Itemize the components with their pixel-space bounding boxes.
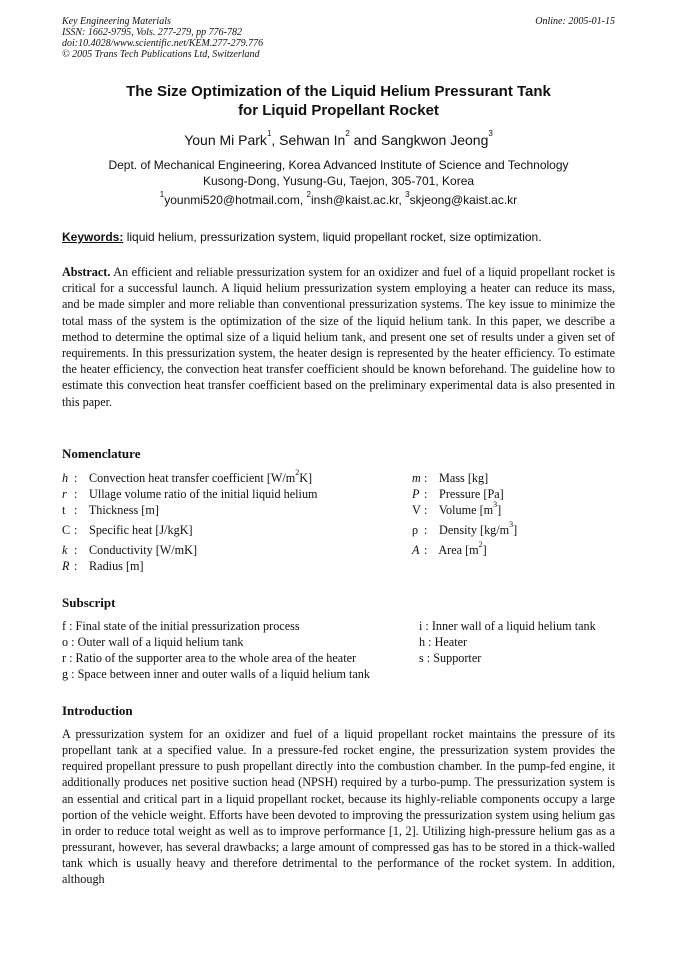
author-emails — [62, 192, 615, 208]
nomenclature-colon: : — [424, 543, 428, 557]
nomenclature-symbol: P — [412, 487, 420, 501]
nomenclature-description: Mass [kg] — [436, 471, 489, 485]
author-name: Sangkwon Jeong — [380, 132, 489, 148]
author-separator: , — [271, 132, 280, 148]
nomenclature-colon: : — [424, 503, 428, 517]
subscript-heading: Subscript — [62, 595, 116, 610]
unit-exponent: 3 — [509, 520, 514, 529]
nomenclature-row — [62, 502, 159, 518]
nomenclature-row — [412, 470, 488, 486]
email-address: skjeong@kaist.ac.kr — [409, 193, 518, 207]
introduction-text: A pressurization system for an oxidizer and fuel of a liquid propellant rocket maintains the pressure of its propellant tank at a specified value. In a pressure-fed rocket engine, the pressurization system provides the required propellant pressure to push propellant directly into the combustion chamber. In the pump-fed engine, it additionally produces net positive suction head (NPSH) required by a turbo-pump. The pressurization system is an essential and critical part in a liquid propellant rocket, because its highly-reliable components occupy a large portion of the vehicle weight. Efforts have been devoted to improving the pressurization system using helium gas in order to reduce total weight as well as to improve performance [1, 2]. Utilizing high-pressure helium gas as a pressurant, however, has several drawbacks; a large amount of compressed gas has to be stored in a thick-walled tank which is usually heavy and therefore detrimental to the performance of the rocket system. In addition, although — [62, 727, 615, 887]
nomenclature-description: Thickness [m] — [86, 503, 159, 517]
nomenclature-colon: : — [74, 487, 78, 501]
nomenclature-row — [62, 470, 312, 486]
author-affil-mark: 3 — [488, 129, 493, 138]
copyright-line: © 2005 Trans Tech Publications Ltd, Switzerland — [62, 49, 260, 60]
nomenclature-colon: : — [424, 523, 428, 537]
subscript-row: f : Final state of the initial pressurization process — [62, 619, 300, 633]
nomenclature-row — [412, 486, 504, 502]
nomenclature-symbol: k — [62, 543, 68, 557]
unit-tail: ] — [482, 543, 487, 557]
nomenclature-colon: : — [74, 523, 78, 537]
unit-exponent: 2 — [478, 540, 483, 549]
author-affil-mark: 1 — [266, 129, 272, 138]
nomenclature-row — [62, 558, 144, 574]
nomenclature-symbol: V — [412, 503, 421, 517]
subscript-row: r : Ratio of the supporter area to the whole area of the heater — [62, 651, 357, 665]
unit-tail: ] — [513, 523, 518, 537]
nomenclature-row — [62, 542, 197, 558]
author-affil-mark: 2 — [345, 129, 350, 138]
nomenclature-symbol: C — [62, 523, 71, 537]
introduction-heading: Introduction — [62, 703, 133, 718]
abstract-label: Abstract. — [62, 265, 111, 279]
nomenclature-row — [412, 542, 487, 558]
unit-exponent: 3 — [493, 500, 498, 509]
author-name: Youn Mi Park — [184, 132, 267, 148]
nomenclature-description: Ullage volume ratio of the initial liquid helium — [86, 487, 318, 501]
nomenclature-symbol: t — [62, 503, 66, 517]
email-address: younmi520@hotmail.com, — [164, 193, 307, 207]
nomenclature-symbol: ρ — [412, 523, 419, 537]
affiliation-line-1: Dept. of Mechanical Engineering, Korea Advanced Institute of Science and Technology — [108, 158, 569, 172]
nomenclature-colon: : — [424, 487, 428, 501]
subscript-row: s : Supporter — [419, 651, 482, 665]
email-mark: 3 — [405, 190, 410, 199]
nomenclature-description: Conductivity [W/mK] — [86, 543, 198, 557]
affiliation-line-2: Kusong-Dong, Yusung-Gu, Taejon, 305-701, Korea — [202, 174, 475, 188]
nomenclature-symbol: R — [62, 559, 70, 573]
nomenclature-row — [412, 522, 517, 538]
unit-tail: ] — [497, 503, 502, 517]
email-mark: 1 — [159, 190, 165, 199]
email-address: insh@kaist.ac.kr, — [310, 193, 406, 207]
nomenclature-row — [412, 502, 501, 518]
nomenclature-description: Convection heat transfer coefficient [W/m — [86, 471, 296, 485]
nomenclature-symbol: h — [62, 471, 69, 485]
journal-header — [62, 16, 615, 60]
nomenclature-row — [62, 486, 318, 502]
keywords-label: Keywords: — [62, 230, 124, 244]
author-list — [62, 131, 615, 149]
nomenclature-description: Pressure [Pa] — [436, 487, 504, 501]
nomenclature-symbol: m — [412, 471, 421, 485]
nomenclature-symbol: r — [62, 487, 67, 501]
subscript-row: h : Heater — [419, 635, 468, 649]
online-date: Online: 2005-01-15 — [535, 16, 615, 27]
nomenclature-colon: : — [74, 503, 78, 517]
paper-title — [62, 82, 615, 120]
author-separator: and — [349, 132, 381, 148]
keywords — [62, 229, 615, 245]
journal-name: Key Engineering Materials — [62, 16, 171, 27]
nomenclature-symbol: A — [412, 543, 420, 557]
nomenclature-colon: : — [424, 471, 428, 485]
nomenclature-description: Volume [m — [436, 503, 494, 517]
title-line-2: for Liquid Propellant Rocket — [238, 102, 439, 119]
nomenclature-description: Area [m — [436, 543, 479, 557]
unit-exponent: 2 — [295, 468, 300, 477]
subscript-row: g : Space between inner and outer walls of a liquid helium tank — [62, 667, 370, 681]
nomenclature-description: Specific heat [J/kgK] — [86, 523, 193, 537]
affiliation — [62, 157, 615, 189]
abstract — [62, 264, 615, 410]
title-line-1: The Size Optimization of the Liquid Helium Pressurant Tank — [126, 83, 551, 100]
nomenclature-description: Density [kg/m — [436, 523, 510, 537]
nomenclature-colon: : — [74, 559, 78, 573]
nomenclature-row — [62, 522, 193, 538]
nomenclature-description: Radius [m] — [86, 559, 144, 573]
email-mark: 2 — [306, 190, 311, 199]
nomenclature-heading: Nomenclature — [62, 446, 141, 461]
subscript-row: o : Outer wall of a liquid helium tank — [62, 635, 244, 649]
nomenclature-colon: : — [74, 543, 78, 557]
unit-tail: K] — [299, 471, 313, 485]
keywords-text: liquid helium, pressurization system, liquid propellant rocket, size optimization. — [123, 230, 542, 244]
abstract-text: An efficient and reliable pressurization system for an oxidizer and fuel of a liquid propellant rocket is critical for a successful launch. A liquid helium pressurization system employing a heater can reduce its mass, and be made simpler and more reliable than conventional pressurization systems. The key issue to minimize the total mass of the system is the optimization of the size of the liquid helium tank. In this paper, we describe a method to determine the optimal size of a liquid helium tank, and present one set of results under a given set of requirements. In this pressurization system, the heater design is represented by the heater efficiency. To estimate the heater efficiency, the convection heat transfer coefficient should be known beforehand. The guideline how to estimate this convection heat transfer coefficient based on the preliminary experimental data is also presented in this paper. — [62, 265, 615, 409]
doi-line: doi:10.4028/www.scientific.net/KEM.277-279.776 — [62, 38, 264, 49]
author-name: Sehwan In — [279, 132, 346, 148]
issn-line: ISSN: 1662-9795, Vols. 277-279, pp 776-782 — [62, 27, 242, 38]
nomenclature-colon: : — [74, 471, 78, 485]
subscript-row: i : Inner wall of a liquid helium tank — [419, 619, 596, 633]
